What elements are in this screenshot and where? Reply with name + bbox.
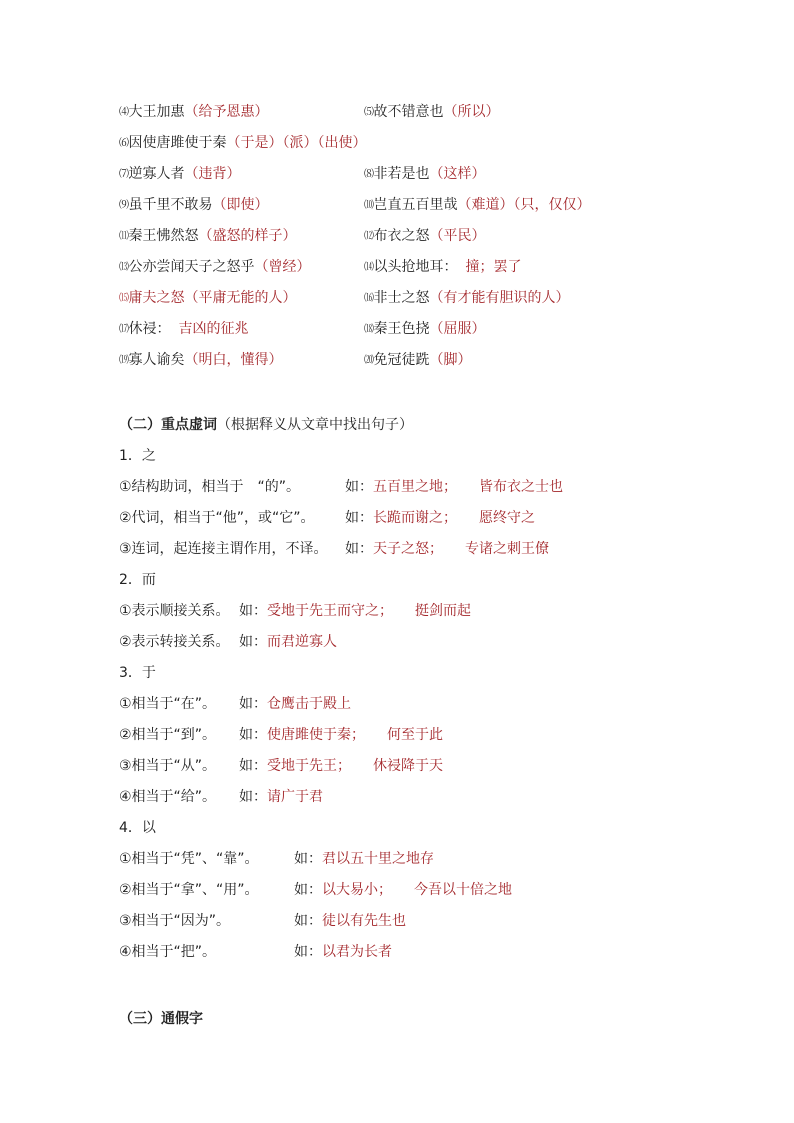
example-sentence: 请广于君 <box>267 789 323 805</box>
usage-row <box>119 910 406 932</box>
item-phrase: 大王加惠 <box>128 104 185 120</box>
example-sentence: 休祲降于天 <box>373 758 443 774</box>
vocab-row <box>0 225 794 247</box>
example-sentence: 五百里之地； <box>373 479 457 495</box>
usage-definition: ③相当于“从”。 <box>119 758 217 774</box>
vocab-item <box>364 225 486 248</box>
usage-row <box>119 941 392 963</box>
example-label: 如： <box>345 479 373 495</box>
item-number: ⑷ <box>119 107 129 118</box>
vocab-item <box>364 349 472 372</box>
vocab-item <box>364 163 486 186</box>
item-meaning: （难道）（只，仅仅） <box>457 197 591 213</box>
usage-definition: ①结构助词，相当于 “的”。 <box>119 479 301 495</box>
usage-definition: ②表示转接关系。 <box>119 634 230 650</box>
usage-definition: ②代词，相当于“他”，或“它”。 <box>119 510 315 526</box>
vocab-item <box>119 318 249 341</box>
item-phrase: 因使唐雎使于秦 <box>128 135 227 151</box>
example-label: 如： <box>239 696 267 712</box>
section2-title: （二）重点虚词 <box>119 417 217 433</box>
vocab-row <box>0 101 794 123</box>
item-number: ⑿ <box>364 231 374 242</box>
example-sentence: 使唐雎使于秦； <box>267 727 365 743</box>
vocab-item <box>119 256 311 279</box>
item-phrase: 秦王怫然怒 <box>128 228 199 244</box>
item-phrase: 非士之怒 <box>373 290 430 306</box>
item-number: ⑹ <box>119 138 129 149</box>
item-phrase: 布衣之怒 <box>373 228 430 244</box>
item-phrase: 免冠徒跣 <box>373 352 430 368</box>
usage-definition: ①相当于“在”。 <box>119 696 217 712</box>
example-sentence: 以大易小； <box>322 882 392 898</box>
item-phrase: 寡人谕矣 <box>128 352 185 368</box>
item-phrase: 以头抢地耳： <box>373 259 458 275</box>
usage-row <box>119 507 535 529</box>
usage-definition: ③相当于“因为”。 <box>119 913 231 929</box>
example-sentence: 长跪而谢之； <box>373 510 457 526</box>
item-number: ⒂ <box>119 293 129 304</box>
item-meaning: （违背） <box>184 166 241 182</box>
item-meaning: （明白，懂得） <box>184 352 283 368</box>
vocab-item <box>119 163 241 186</box>
item-phrase: 故不错意也 <box>373 104 444 120</box>
example-sentence: 何至于此 <box>387 727 443 743</box>
item-number: ⒃ <box>364 293 374 304</box>
example-sentence: 天子之怒； <box>373 541 443 557</box>
vocab-row <box>0 194 794 216</box>
item-phrase: 虽千里不敢易 <box>128 197 213 213</box>
vocab-item <box>119 132 367 155</box>
vocab-item <box>364 194 591 217</box>
usage-row <box>119 879 512 901</box>
item-number: ⒅ <box>364 324 374 335</box>
example-label: 如： <box>294 851 322 867</box>
item-number: ⑽ <box>364 200 374 211</box>
usage-row <box>119 848 434 870</box>
item-meaning: （这样） <box>429 166 486 182</box>
vocab-row <box>0 163 794 185</box>
vocab-row <box>0 349 794 371</box>
usage-definition: ②相当于“到”。 <box>119 727 217 743</box>
usage-row <box>119 538 549 560</box>
item-number: ⒇ <box>364 355 374 366</box>
item-phrase: 庸夫之怒 <box>128 290 185 306</box>
example-sentence: 愿终守之 <box>479 510 535 526</box>
item-meaning: （有才能有胆识的人） <box>429 290 570 306</box>
item-meaning: （脚） <box>429 352 472 368</box>
example-sentence: 仓鹰击于殿上 <box>267 696 351 712</box>
example-sentence: 专诸之刺王僚 <box>465 541 549 557</box>
vocab-row <box>0 287 794 309</box>
usage-row <box>119 693 351 715</box>
usage-row <box>119 631 337 653</box>
item-phrase: 岂直五百里哉 <box>373 197 458 213</box>
item-meaning: 吉凶的征兆 <box>178 321 249 337</box>
example-label: 如： <box>239 789 267 805</box>
example-sentence: 徒以有先生也 <box>322 913 406 929</box>
usage-row <box>119 786 323 808</box>
vocab-item <box>364 287 570 310</box>
example-label: 如： <box>294 944 322 960</box>
item-number: ⒀ <box>119 262 129 273</box>
item-number: ⑾ <box>119 231 129 242</box>
item-number: ⑺ <box>119 169 129 180</box>
example-label: 如： <box>294 882 322 898</box>
item-meaning: （曾经） <box>254 259 311 275</box>
usage-definition: ③连词，起连接主谓作用，不译。 <box>119 541 328 557</box>
usage-row <box>119 476 563 498</box>
group-heading: 3．于 <box>119 665 156 681</box>
example-label: 如： <box>294 913 322 929</box>
example-label: 如： <box>239 727 267 743</box>
example-label: 如： <box>239 634 267 650</box>
example-sentence: 而君逆寡人 <box>267 634 337 650</box>
item-number: ⑼ <box>119 200 129 211</box>
item-meaning: （盛怒的样子） <box>198 228 297 244</box>
item-phrase: 逆寡人者 <box>128 166 185 182</box>
example-sentence: 以君为长者 <box>322 944 392 960</box>
vocab-item <box>119 349 283 372</box>
vocab-row <box>0 318 794 340</box>
section3-title: （三）通假字 <box>119 1011 203 1027</box>
vocab-item <box>119 225 297 248</box>
usage-definition: ④相当于“把”。 <box>119 944 217 960</box>
vocab-item <box>119 101 269 124</box>
example-label: 如： <box>239 603 267 619</box>
item-meaning: （屈服） <box>429 321 486 337</box>
usage-definition: ①表示顺接关系。 <box>119 603 230 619</box>
item-number: ⑸ <box>364 107 374 118</box>
usage-row <box>119 600 471 622</box>
item-number: ⒆ <box>119 355 129 366</box>
group-heading: 2．而 <box>119 572 156 588</box>
example-sentence: 受地于先王而守之； <box>267 603 393 619</box>
example-sentence: 皆布衣之士也 <box>479 479 563 495</box>
vocab-item <box>364 101 500 124</box>
item-meaning: （于是）（派）（出使） <box>226 135 367 151</box>
item-phrase: 非若是也 <box>373 166 430 182</box>
example-label: 如： <box>345 541 373 557</box>
vocab-item <box>364 318 486 341</box>
example-sentence: 今吾以十倍之地 <box>414 882 512 898</box>
item-phrase: 公亦尝闻天子之怒乎 <box>128 259 255 275</box>
item-meaning: （所以） <box>443 104 500 120</box>
example-sentence: 君以五十里之地存 <box>322 851 434 867</box>
usage-definition: ①相当于“凭”、“靠”。 <box>119 851 259 867</box>
vocab-item <box>119 194 269 217</box>
example-sentence: 受地于先王； <box>267 758 351 774</box>
item-phrase: 休祲： <box>128 321 171 337</box>
item-number: ⒁ <box>364 262 374 273</box>
usage-definition: ④相当于“给”。 <box>119 789 217 805</box>
section2-subtitle: （根据释义从文章中找出句子） <box>217 417 413 433</box>
usage-row <box>119 724 443 746</box>
usage-row <box>119 755 443 777</box>
section2-heading <box>119 414 413 436</box>
vocab-item <box>364 256 522 279</box>
group-heading: 1．之 <box>119 448 156 464</box>
item-meaning: （即使） <box>212 197 269 213</box>
vocab-row <box>0 132 794 154</box>
item-phrase: 秦王色挠 <box>373 321 430 337</box>
item-meaning: 撞；罢了 <box>465 259 522 275</box>
example-sentence: 挺剑而起 <box>415 603 471 619</box>
item-meaning: （平庸无能的人） <box>184 290 297 306</box>
item-number: ⑻ <box>364 169 374 180</box>
example-label: 如： <box>345 510 373 526</box>
group-heading: 4．以 <box>119 820 156 836</box>
example-label: 如： <box>239 758 267 774</box>
item-meaning: （给予恩惠） <box>184 104 269 120</box>
usage-definition: ②相当于“拿”、“用”。 <box>119 882 259 898</box>
item-meaning: （平民） <box>429 228 486 244</box>
vocab-item <box>119 287 297 310</box>
item-number: ⒄ <box>119 324 129 335</box>
vocab-row <box>0 256 794 278</box>
